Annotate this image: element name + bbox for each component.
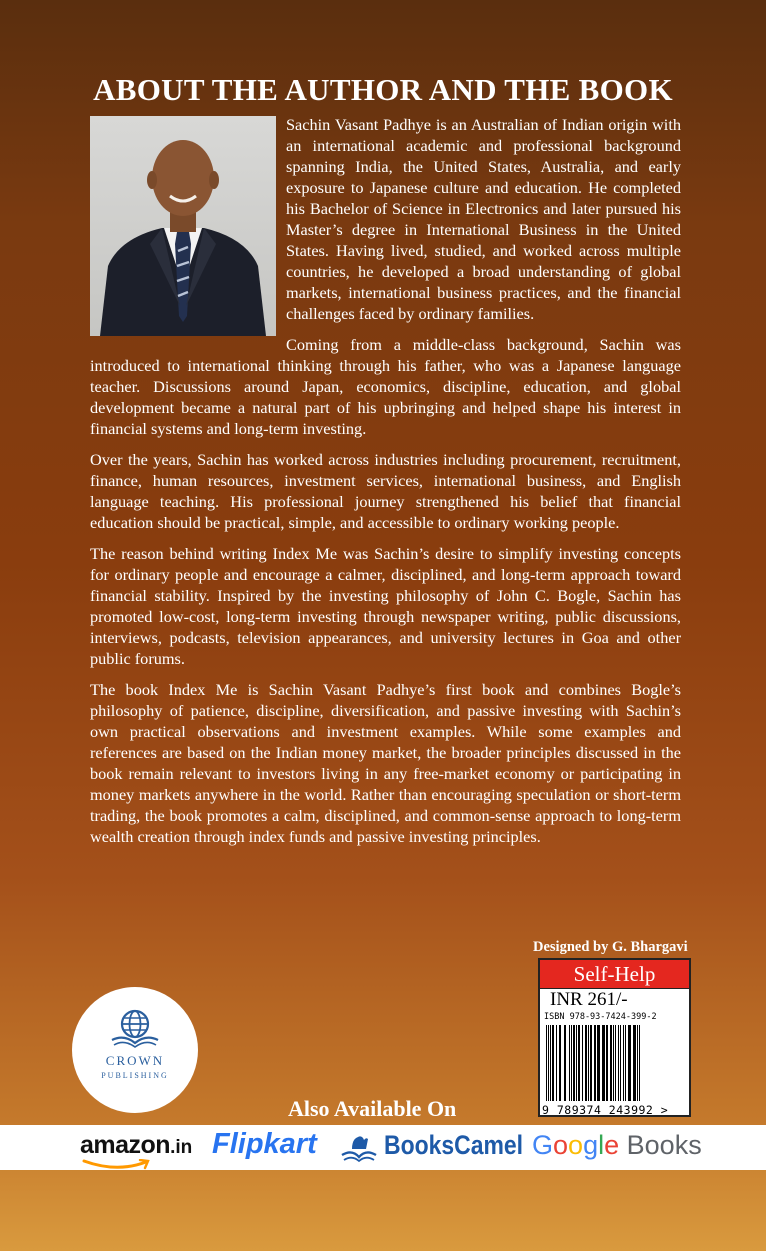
bio-paragraph-2: Coming from a middle-class background, Sachin was introduced to international thinking through his father, who was a Japanese language teacher. Discussions around Japan, economics, discipline, education, and global development became a natural part of his upbringing and helped shape his interest in financial systems and long-term investing. (90, 335, 681, 438)
google-wordmark (532, 1130, 619, 1160)
barcode-bar (628, 1025, 631, 1101)
barcode-bar (585, 1025, 587, 1101)
globe-book-icon (72, 987, 198, 1057)
publisher-subtitle: PUBLISHING (101, 1071, 169, 1080)
barcode-bar (590, 1025, 592, 1101)
store-logos-bar (0, 1125, 766, 1170)
bio-paragraph-1: Sachin Vasant Padhye is an Australian of Indian origin with an international academic and professional background spanning India, the United States, Australia, and early exposure to Japanese culture and education. He completed his Bachelor of Science in Electronics and later pursued his Master’s degree in International Business in the United States. Having lived, studied, and worked across multiple countries, he developed a broad understanding of global markets, international business practices, and the financial challenges faced by ordinary families. (286, 115, 681, 323)
also-available-heading: Also Available On (288, 1096, 457, 1121)
google-letter: o (553, 1130, 569, 1160)
barcode-bar (546, 1025, 547, 1101)
barcode-bar (569, 1025, 570, 1101)
barcode-bar (582, 1025, 583, 1101)
barcode-bar (552, 1025, 554, 1101)
page-title: ABOUT THE AUTHOR AND THE BOOK (93, 72, 673, 107)
barcode-bar (548, 1025, 549, 1101)
isbn-label: ISBN 978-93-7424-399-2 (544, 1012, 657, 1022)
amazon-suffix: .in (170, 1137, 193, 1158)
bio-paragraph-4: The reason behind writing Index Me was Sachin’s desire to simplify investing concepts for ordinary people and encourage a calmer, disciplined, and long-term approach toward financial stability. Inspired by the investing philosophy of John C. Bogle, Sachin has promoted low-cost, long-term investing through newspaper writing, public discussions, interviews, podcasts, television appearances, and university lectures in Goa and other public forums. (90, 544, 681, 668)
publisher-name: CROWN (105, 1053, 165, 1068)
barcode-bar (571, 1025, 572, 1101)
barcode-bar (578, 1025, 580, 1101)
google-letter: g (583, 1130, 599, 1160)
barcode-bar (620, 1025, 621, 1101)
amazon-wordmark: amazon (80, 1131, 171, 1159)
barcode-bar (602, 1025, 605, 1101)
books-wordmark: Books (626, 1130, 702, 1160)
barcode-bar (639, 1025, 640, 1101)
barcode-bar (610, 1025, 612, 1101)
barcode-bar (623, 1025, 624, 1101)
barcode-bar (618, 1025, 619, 1101)
barcode-bars (540, 1023, 689, 1103)
barcode-bar (564, 1025, 566, 1101)
price-label: INR 261/- (550, 989, 628, 1010)
barcode-bar (573, 1025, 575, 1101)
barcode-bar (559, 1025, 561, 1101)
bio-paragraph-3: Over the years, Sachin has worked across industries including procurement, recruitment, finance, human resources, investment services, international business, and English language teaching. His professional journey strengthened his belief that financial education should be practical, simple, and accessible to ordinary working people. (90, 450, 681, 532)
google-letter: l (598, 1130, 605, 1160)
author-bio (90, 114, 681, 857)
barcode-bar (576, 1025, 577, 1101)
barcode-panel (538, 958, 691, 1117)
barcode-bar (550, 1025, 551, 1101)
amazon-smile-icon (82, 1159, 152, 1171)
barcode-digits: 9 789374 243992 > (542, 1103, 669, 1117)
designer-credit: Designed by G. Bhargavi (533, 939, 688, 955)
barcode-bar (633, 1025, 636, 1101)
bookscamel-camel-icon (338, 1131, 380, 1165)
author-photo (90, 116, 276, 336)
barcode-bar (637, 1025, 638, 1101)
bio-paragraph-5: The book Index Me is Sachin Vasant Padhye’s first book and combines Bogle’s philosophy of patience, discipline, diversification, and passive investing with Sachin’s own practical observations and investment examples. While some examples and references are based on the Indian money market, the broader principles discussed in the book remain relevant to investors living in any free-market economy or participating in money markets anywhere in the world. Rather than encouraging speculation or short-term trading, the book promotes a calm, disciplined, and common-sense approach to long-term wealth creation through index funds and passive investing principles. (90, 680, 681, 846)
barcode-bar (588, 1025, 589, 1101)
bookscamel-logo: BooksCamel (384, 1130, 524, 1160)
barcode-bar (625, 1025, 626, 1101)
publisher-logo (72, 987, 198, 1113)
barcode-bar (597, 1025, 600, 1101)
google-letter: e (604, 1130, 620, 1160)
barcode-bar (556, 1025, 557, 1101)
google-books-logo (532, 1130, 702, 1161)
barcode-bar (613, 1025, 614, 1101)
google-letter: G (532, 1130, 554, 1160)
google-letter: o (568, 1130, 584, 1160)
barcode-bar (594, 1025, 596, 1101)
genre-label: Self-Help (540, 960, 689, 989)
barcode-bar (606, 1025, 608, 1101)
amazon-logo (80, 1131, 192, 1160)
flipkart-logo: Flipkart (212, 1128, 317, 1160)
barcode-bar (615, 1025, 616, 1101)
